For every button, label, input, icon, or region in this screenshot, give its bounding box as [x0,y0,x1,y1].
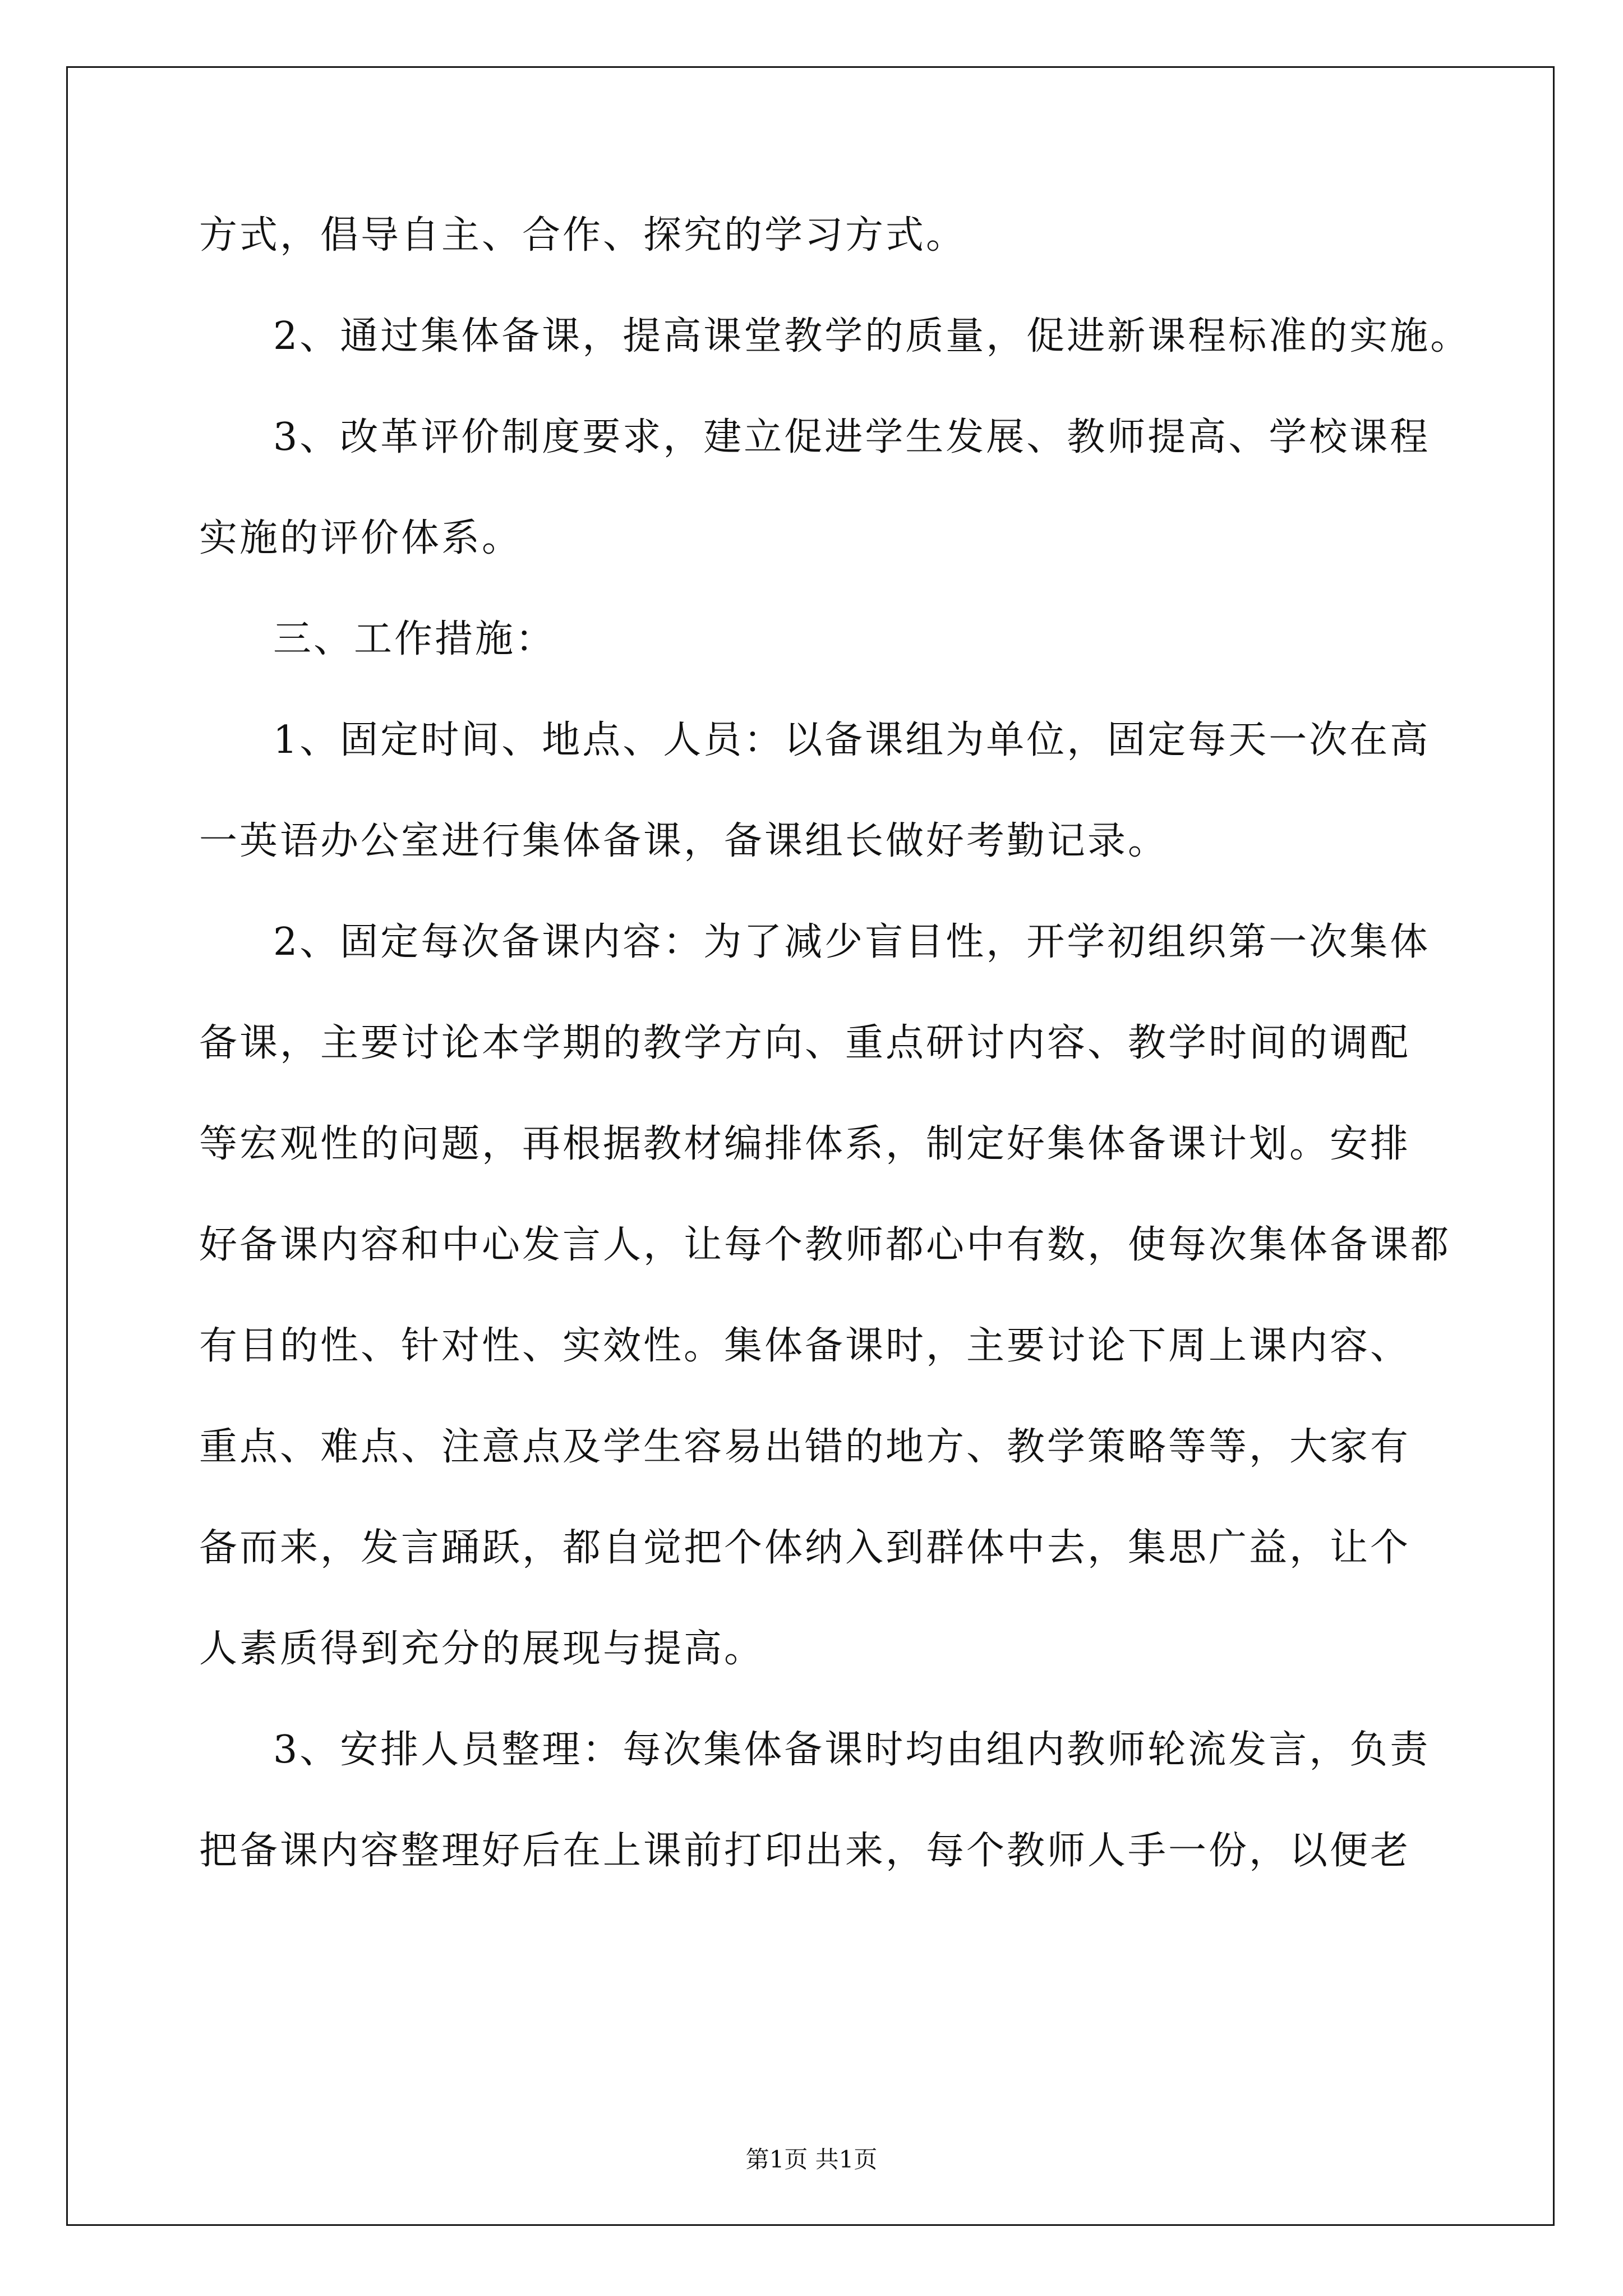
text-line: 方式，倡导自主、合作、探究的学习方式。 [199,213,967,257]
text-line: 重点、难点、注意点及学生容易出错的地方、教学策略等等，大家有 [199,1425,1411,1469]
text-line: 备而来，发言踊跃，都自觉把个体纳入到群体中去，集思广益，让个 [199,1526,1411,1570]
text-line: 等宏观性的问题，再根据教材编排体系，制定好集体备课计划。安排 [199,1122,1411,1166]
text-line: 备课，主要讨论本学期的教学方向、重点研讨内容、教学时间的调配 [199,1021,1411,1065]
section-heading: 三、工作措施： [273,617,556,661]
text-line: 一英语办公室进行集体备课，备课组长做好考勤记录。 [199,819,1169,863]
text-line: 1、固定时间、地点、人员：以备课组为单位，固定每天一次在高 [273,718,1431,762]
text-line: 2、通过集体备课，提高课堂教学的质量，促进新课程标准的实施。 [273,314,1471,358]
text-line: 3、安排人员整理：每次集体备课时均由组内教师轮流发言，负责 [273,1728,1431,1772]
text-line: 好备课内容和中心发言人，让每个教师都心中有数，使每次集体备课都 [199,1223,1451,1267]
text-line: 把备课内容整理好后在上课前打印出来，每个教师人手一份，以便老 [199,1829,1411,1873]
text-line: 实施的评价体系。 [199,516,523,560]
page-footer: 第1页 共1页 [745,2146,878,2173]
text-line: 3、改革评价制度要求，建立促进学生发展、教师提高、学校课程 [273,415,1431,459]
text-line: 人素质得到充分的展现与提高。 [199,1627,765,1671]
text-line: 2、固定每次备课内容：为了减少盲目性，开学初组织第一次集体 [273,920,1431,964]
text-line: 有目的性、针对性、实效性。集体备课时，主要讨论下周上课内容、 [199,1324,1411,1368]
